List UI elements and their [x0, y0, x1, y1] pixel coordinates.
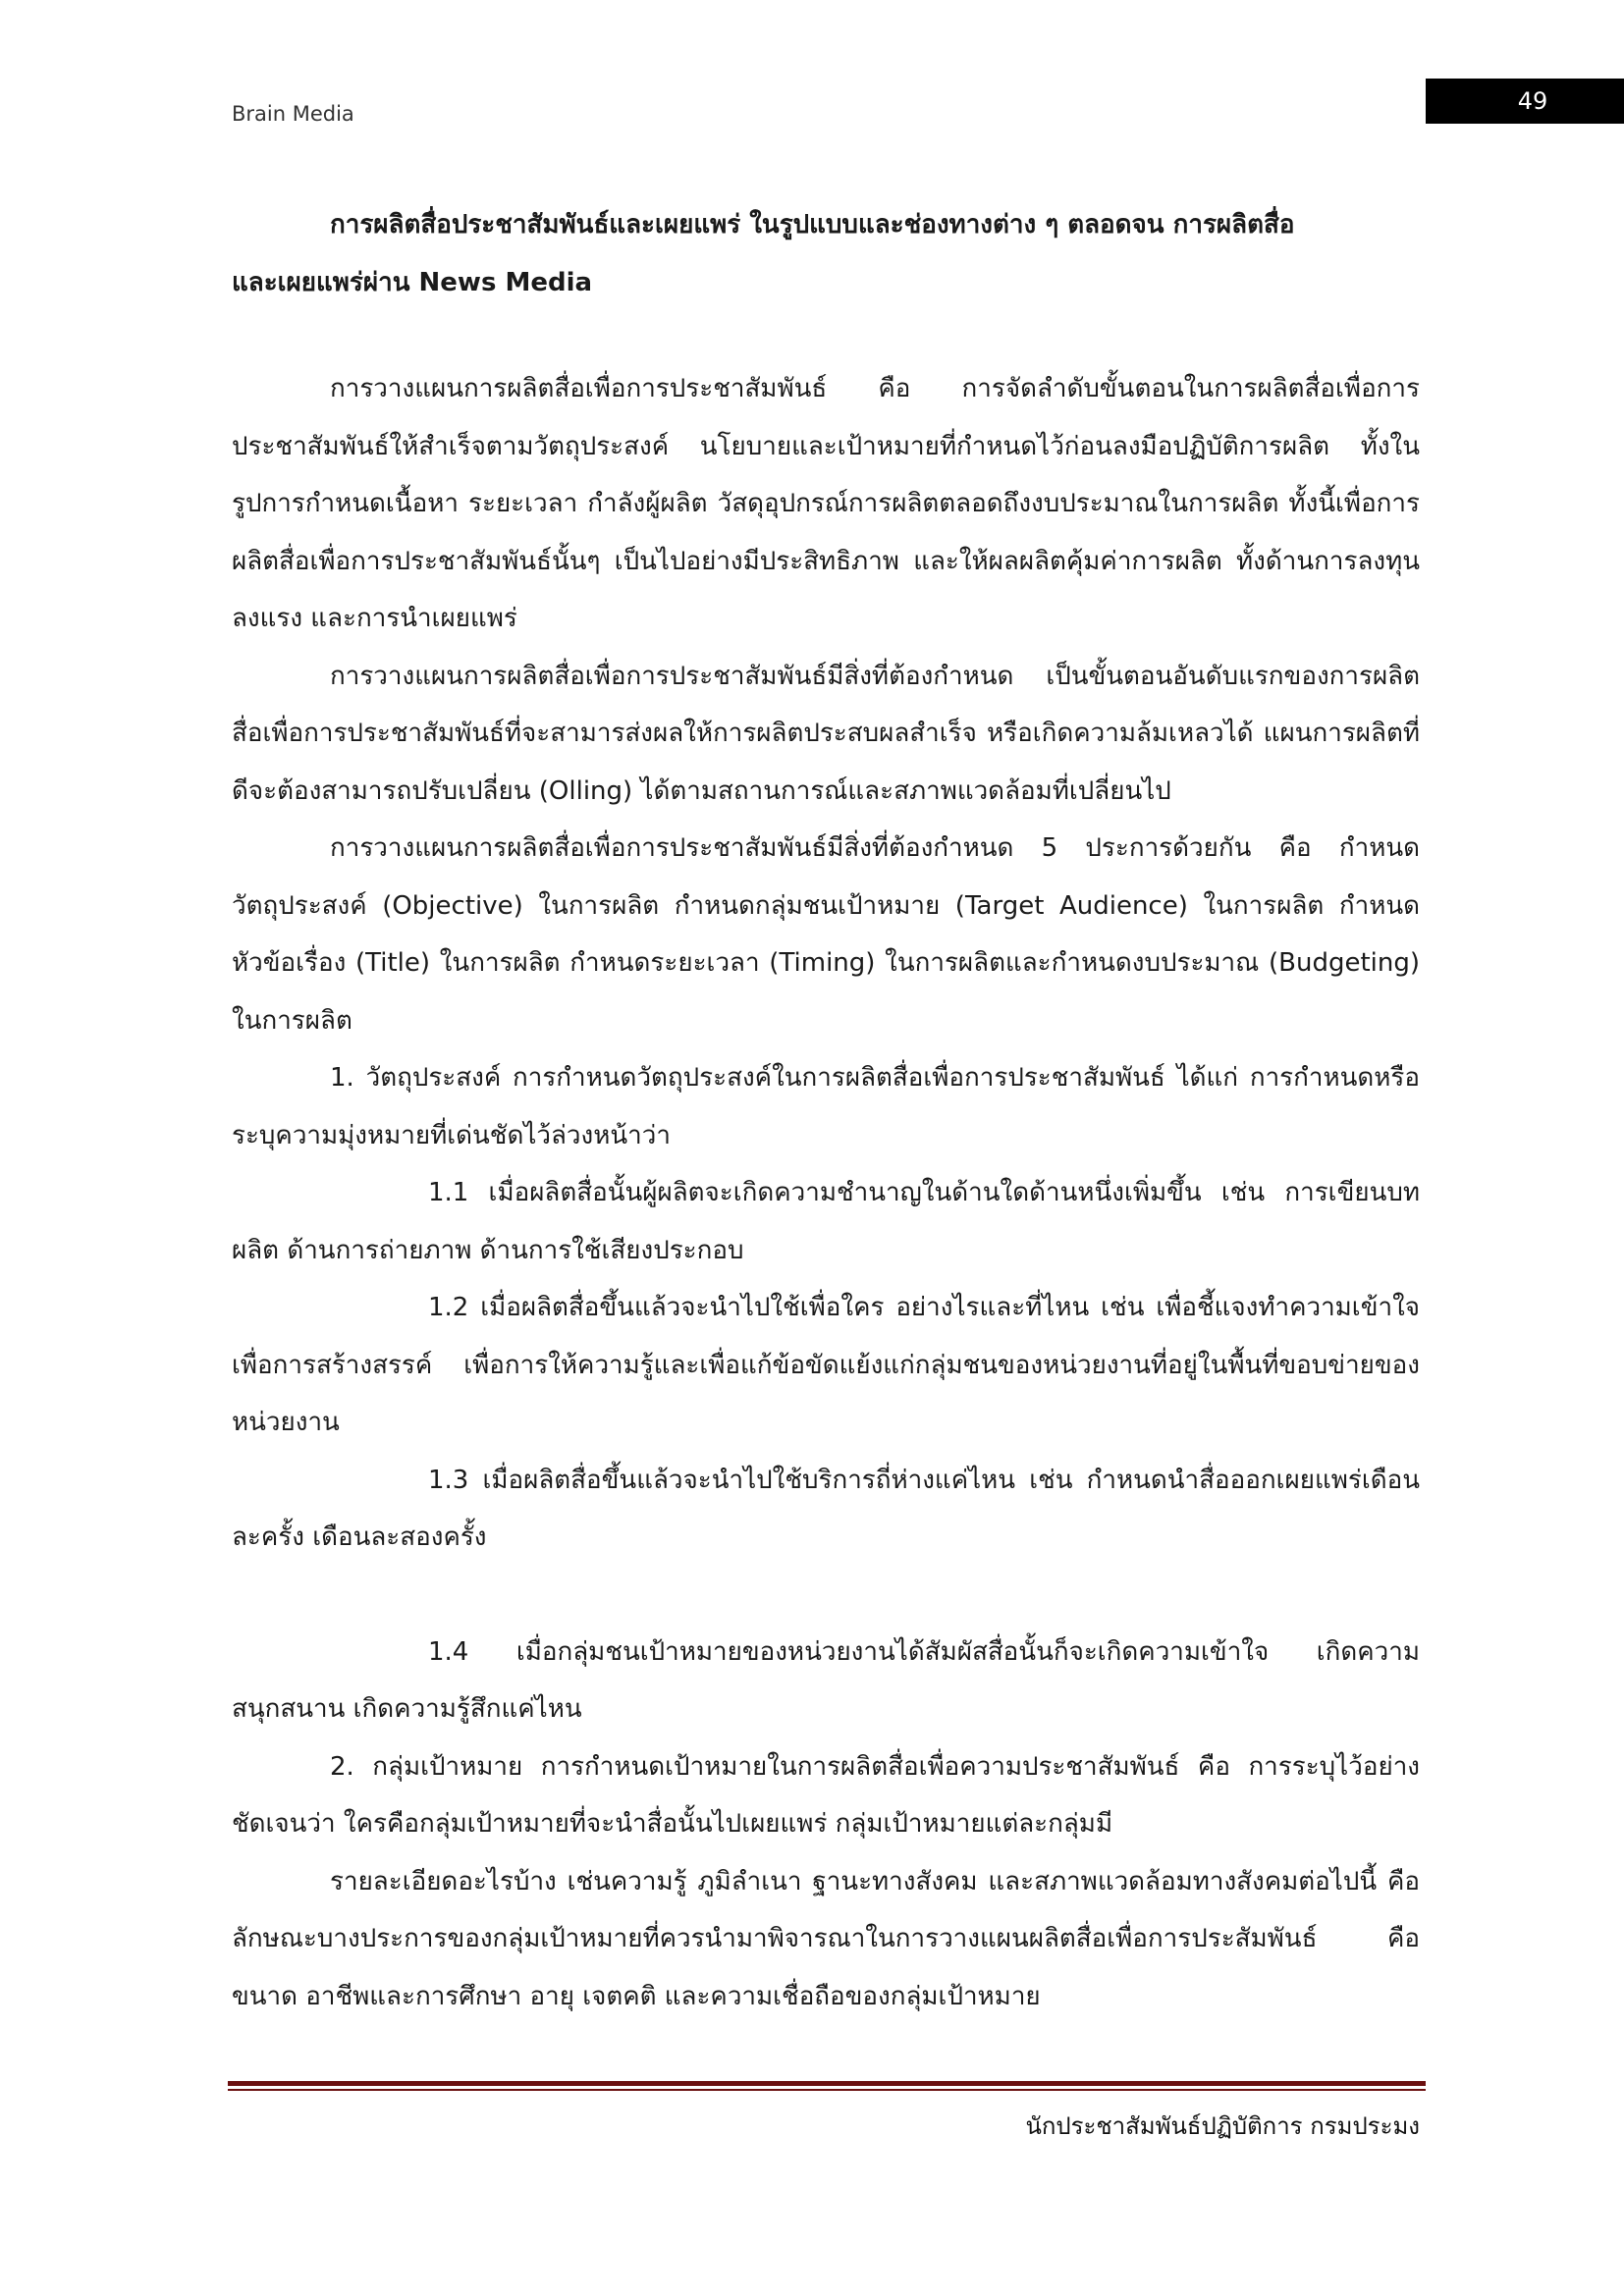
footer-rule-thin [228, 2089, 1426, 2091]
paragraph-planning-definition: การวางแผนการผลิตสื่อเพื่อการประชาสัมพันธ์ คือ การจัดลำดับขั้นตอนในการผลิตสื่อเพื่อการประชาสัมพันธ์ให้สำเร็จตามวัตถุประสงค์ นโยบายและเป้าหมายที่กำหนดไว้ก่อนลงมือปฏิบัติการผลิต ทั้งในรูปการกำหนดเนื้อหา ระยะเวลา กำลังผู้ผลิต วัสดุอุปกรณ์การผลิตตลอดถึงงบประมาณในการผลิต ทั้งนี้เพื่อการผลิตสื่อเพื่อการประชาสัมพันธ์นั้นๆ เป็นไปอย่างมีประสิทธิภาพ และให้ผลผลิตคุ้มค่าการผลิต ทั้งด้านการลงทุนลงแรง และการนำเผยแพร่ [232, 374, 1420, 633]
spacer [232, 311, 1420, 360]
section-title-line-1: การผลิตสื่อประชาสัมพันธ์และเผยแพร่ ในรูปแบบและช่องทางต่าง ๆ ตลอดจน การผลิตสื่อ [330, 210, 1295, 240]
paragraph-objective-1-1: 1.1 เมื่อผลิตสื่อนั้นผู้ผลิตจะเกิดความชำนาญในด้านใดด้านหนึ่งเพิ่มขึ้น เช่น การเขียนบทผลิต ด้านการถ่ายภาพ ด้านการใช้เสียงประกอบ [232, 1178, 1420, 1265]
paragraph-target-details: รายละเอียดอะไรบ้าง เช่นความรู้ ภูมิลำเนา ฐานะทางสังคม และสภาพแวดล้อมทางสังคมต่อไปนี้ คือ ลักษณะบางประการของกลุ่มเป้าหมายที่ควรนำมาพิจารณาในการวางแผนผลิตสื่อเพื่อการประสัมพันธ์ คือ ขนาด อาชีพและการศึกษา อายุ เจตคติ และความเชื่อถือของกลุ่มเป้าหมาย [232, 1866, 1420, 2011]
paragraph-planning-first-step: การวางแผนการผลิตสื่อเพื่อการประชาสัมพันธ์มีสิ่งที่ต้องกำหนด เป็นขั้นตอนอันดับแรกของการผลิตสื่อเพื่อการประชาสัมพันธ์ที่จะสามารส่งผลให้การผลิตประสบผลสำเร็จ หรือเกิดความล้มเหลวได้ แผนการผลิตที่ดีจะต้องสามารถปรับเปลี่ยน (Olling) ได้ตามสถานการณ์และสภาพแวดล้อมที่เปลี่ยนไป [232, 661, 1420, 806]
paragraph-five-elements: การวางแผนการผลิตสื่อเพื่อการประชาสัมพันธ์มีสิ่งที่ต้องกำหนด 5 ประการด้วยกัน คือ กำหนดวัตถุประสงค์ (Objective) ในการผลิต กำหนดกลุ่มชนเป้าหมาย (Target Audience) ในการผลิต กำหนดหัวข้อเรื่อง (Title) ในการผลิต กำหนดระยะเวลา (Timing) ในการผลิตและกำหนดงบประมาณ (Budgeting) ในการผลิต [232, 833, 1420, 1036]
document-body [232, 196, 1420, 2025]
footer-rule [228, 2081, 1426, 2086]
paragraph-target-group: 2. กลุ่มเป้าหมาย การกำหนดเป้าหมายในการผลิตสื่อเพื่อความประชาสัมพันธ์ คือ การระบุไว้อย่างชัดเจนว่า ใครคือกลุ่มเป้าหมายที่จะนำสื่อนั้นไปเผยแพร่ กลุ่มเป้าหมายแต่ละกลุ่มมี [232, 1751, 1420, 1839]
paragraph-objective-1-3: 1.3 เมื่อผลิตสื่อขึ้นแล้วจะนำไปใช้บริการถี่ห่างแค่ไหน เช่น กำหนดนำสื่อออกเผยแพร่เดือนละครั้ง เดือนละสองครั้ง [232, 1465, 1420, 1552]
footer-text: นักประชาสัมพันธ์ปฏิบัติการ กรมประมง [1025, 2112, 1420, 2140]
page-number: 49 [1426, 79, 1624, 124]
paragraph-objective: 1. วัตถุประสงค์ การกำหนดวัตถุประสงค์ในการผลิตสื่อเพื่อการประชาสัมพันธ์ ได้แก่ การกำหนดหรือระบุความมุ่งหมายที่เด่นชัดไว้ล่วงหน้าว่า [232, 1063, 1420, 1150]
header-brand: Brain Media [232, 102, 354, 126]
spacer [232, 1567, 1420, 1624]
section-title-line-2: และเผยแพร่ผ่าน News Media [232, 267, 593, 297]
section-title [232, 196, 1420, 311]
paragraph-objective-1-4: 1.4 เมื่อกลุ่มชนเป้าหมายของหน่วยงานได้สัมผัสสื่อนั้นก็จะเกิดความเข้าใจ เกิดความสนุกสนาน เกิดความรู้สึกแค่ไหน [232, 1636, 1420, 1724]
paragraph-objective-1-2: 1.2 เมื่อผลิตสื่อขึ้นแล้วจะนำไปใช้เพื่อใคร อย่างไรและที่ไหน เช่น เพื่อชี้แจงทำความเข้าใจ เพื่อการสร้างสรรค์ เพื่อการให้ความรู้และเพื่อแก้ข้อขัดแย้งแก่กลุ่มชนของหน่วยงานที่อยู่ในพื้นที่ขอบข่ายของหน่วยงาน [232, 1293, 1420, 1437]
